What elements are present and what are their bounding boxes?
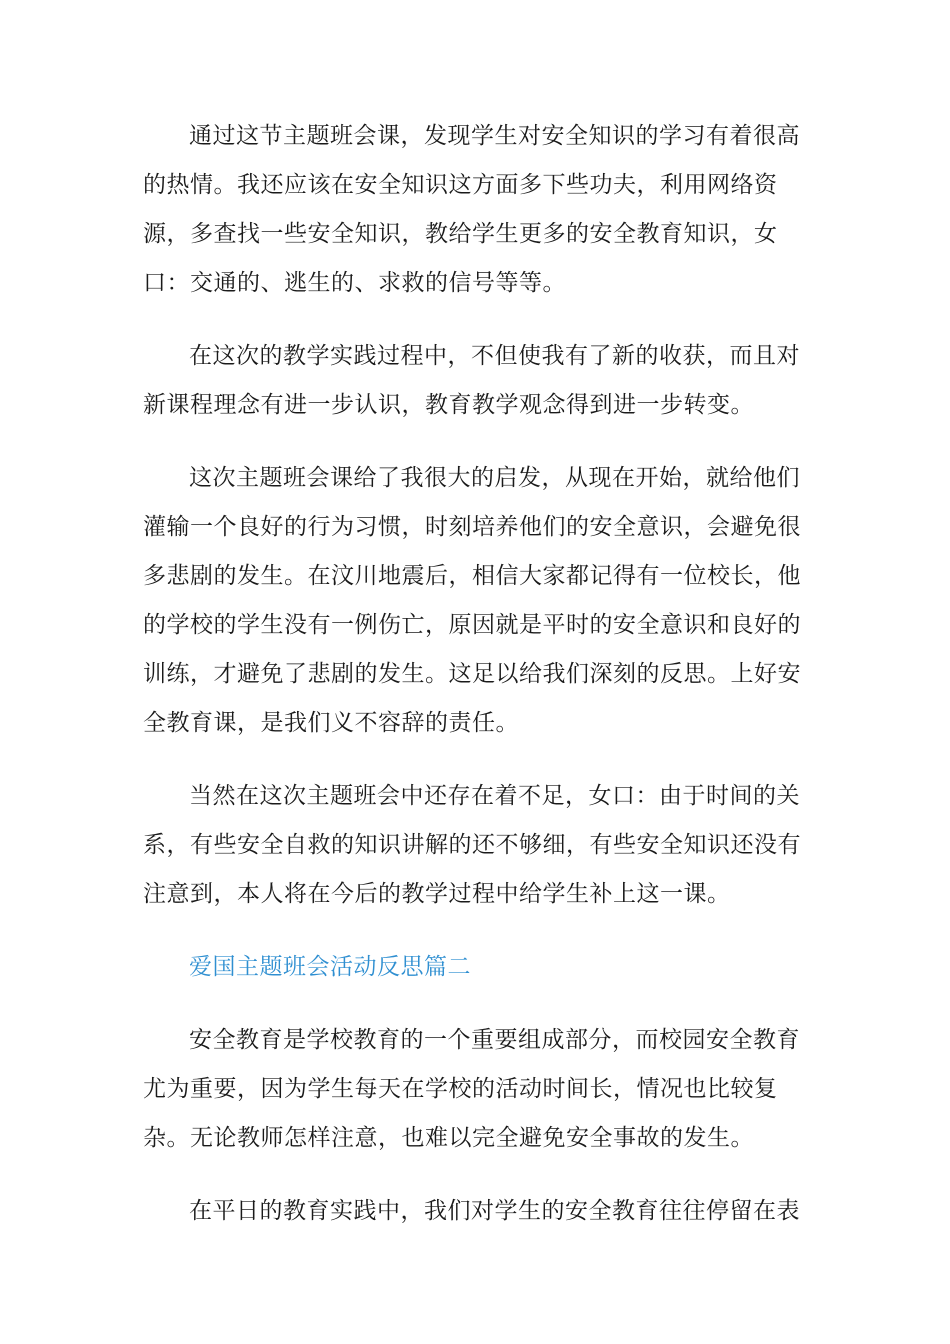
section-heading: 爱国主题班会活动反思篇二 [189,954,471,980]
paragraph-5: 安全教育是学校教育的一个重要组成部分，而校园安全教育尤为重要，因为学生每天在学校的活动时间长，情况也比较复杂。无论教师怎样注意，也难以完全避免安全事故的发生。 [143,1027,800,1151]
paragraph-2: 在这次的教学实践过程中，不但使我有了新的收获，而且对新课程理念有进一步认识，教育教学观念得到进一步转变。 [143,343,800,418]
paragraph-4: 当然在这次主题班会中还存在着不足，女口：由于时间的关系，有些安全自救的知识讲解的还不够细，有些安全知识还没有注意到，本人将在今后的教学过程中给学生补上这一课。 [143,783,801,907]
paragraph-6: 在平日的教育实践中，我们对学生的安全教育往往停留在表 [189,1198,800,1224]
document-body [143,112,815,1260]
paragraph-3: 这次主题班会课给了我很大的启发，从现在开始，就给他们灌输一个良好的行为习惯，时刻培养他们的安全意识，会避免很多悲剧的发生。在汶川地震后，相信大家都记得有一位校长，他的学校的学生没有一例伤亡，原因就是平时的安全意识和良好的训练，才避免了悲剧的发生。这足以给我们深刻的反思。上好安全教育课，是我们义不容辞的责任。 [143,465,801,736]
paragraph-1: 通过这节主题班会课，发现学生对安全知识的学习有着很高的热情。我还应该在安全知识这方面多下些功夫，利用网络资源，多查找一些安全知识，教给学生更多的安全教育知识，女口：交通的、逃生的、求救的信号等等。 [143,123,800,296]
